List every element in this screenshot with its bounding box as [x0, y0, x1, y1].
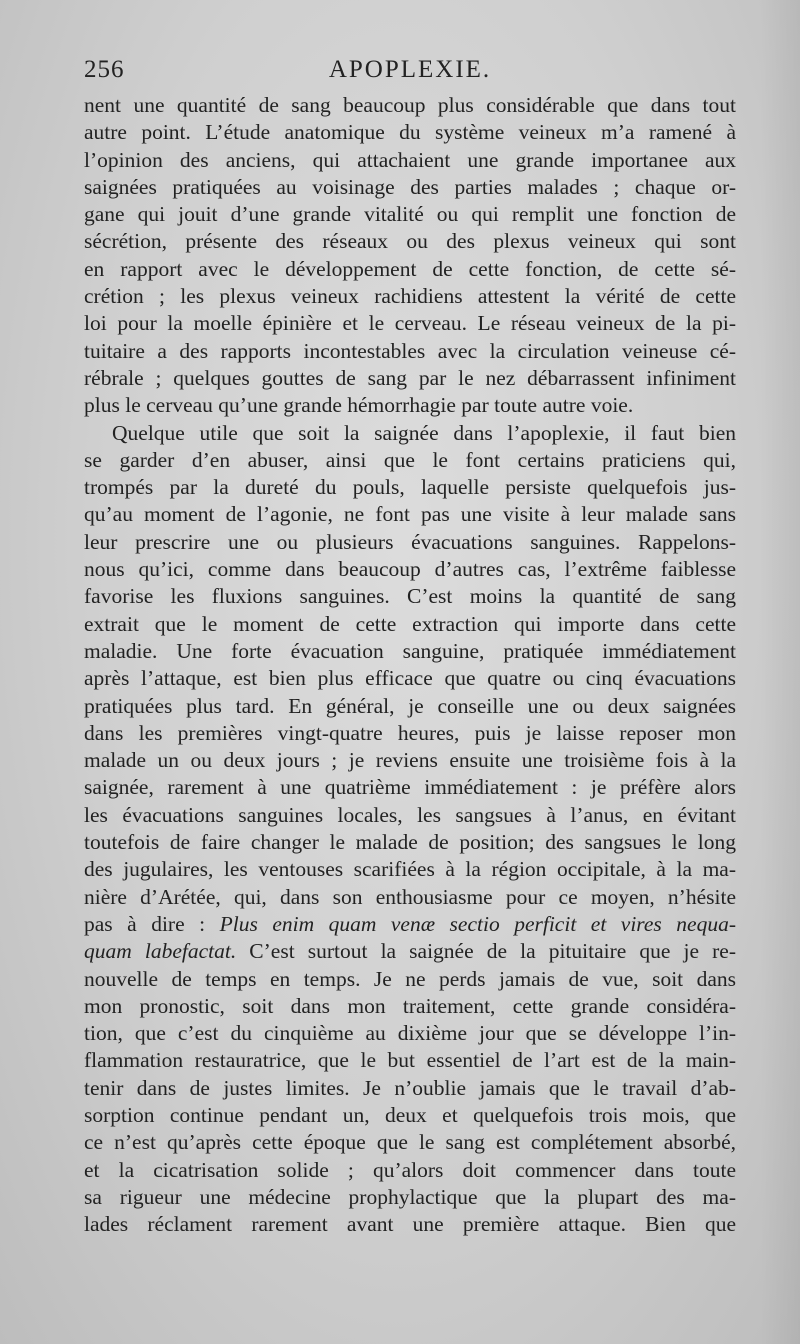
text-line: autre point. L’étude anatomique du système veineux m’a ramené à [84, 120, 736, 145]
text-line: saignée, rarement à une quatrième immédiatement : je préfère alors [84, 775, 736, 800]
latin-quotation-end: quam labefactat. [84, 939, 237, 964]
text-line: tenir dans de justes limites. Je n’oublie jamais que le travail d’ab- [84, 1075, 736, 1100]
body-text [84, 92, 736, 1238]
text-line: rébrale ; quelques gouttes de sang par le nez débarrassent infiniment [84, 365, 736, 390]
text-line: sécrétion, présente des réseaux ou des plexus veineux qui sont [84, 229, 736, 254]
text-line: lades réclament rarement avant une première attaque. Bien que [84, 1212, 736, 1237]
text-line: dans les premières vingt-quatre heures, puis je laisse reposer mon [84, 720, 736, 745]
text-line: ce n’est qu’après cette époque que le sang est complétement absorbé, [84, 1130, 736, 1155]
text-line: sorption continue pendant un, deux et quelquefois trois mois, que [84, 1102, 736, 1127]
text-line: gane qui jouit d’une grande vitalité ou qui remplit une fonction de [84, 202, 736, 227]
text-line: saignées pratiquées au voisinage des parties malades ; chaque or- [84, 174, 736, 199]
paragraph-start-line: Quelque utile que soit la saignée dans l’apoplexie, il faut bien [112, 420, 736, 445]
page-header [84, 52, 736, 92]
text-line: leur prescrire une ou plusieurs évacuations sanguines. Rappelons- [84, 529, 736, 554]
text-line: tuitaire a des rapports incontestables avec la circulation veineuse cé- [84, 338, 736, 363]
text-line: en rapport avec le développement de cette fonction, de cette sé- [84, 256, 736, 281]
text-line: malade un ou deux jours ; je reviens ensuite une troisième fois à la [84, 748, 736, 773]
text-line: tion, que c’est du cinquième au dixième jour que se développe l’in- [84, 1021, 736, 1046]
text-line: loi pour la moelle épinière et le cerveau. Le réseau veineux de la pi- [84, 311, 736, 336]
text-line: toutefois de faire changer le malade de position; des sangsues le long [84, 830, 736, 855]
text-line: flammation restauratrice, que le but essentiel de l’art est de la main- [84, 1048, 736, 1073]
text-line-with-latin-quote: quam labefactat. C’est surtout la saignée de la pituitaire que je re- [84, 939, 736, 964]
text-line: après l’attaque, est bien plus efficace que quatre ou cinq évacuations [84, 666, 736, 691]
page-number: 256 [84, 56, 125, 83]
text-line-with-latin-quote: pas à dire : Plus enim quam venæ sectio perficit et vires nequa- [84, 911, 736, 936]
paragraph-end-line: plus le cerveau qu’une grande hémorrhagie par toute autre voie. [84, 393, 634, 418]
text-line: des jugulaires, les ventouses scarifiées à la région occipitale, à la ma- [84, 857, 736, 882]
text-line: crétion ; les plexus veineux rachidiens attestent la vérité de cette [84, 284, 736, 309]
text-line: mon pronostic, soit dans mon traitement, cette grande considéra- [84, 993, 736, 1018]
text-line: l’opinion des anciens, qui attachaient une grande importanee aux [84, 147, 736, 172]
text-line: sa rigueur une médecine prophylactique que la plupart des ma- [84, 1184, 736, 1209]
text-line: pratiquées plus tard. En général, je conseille une ou deux saignées [84, 693, 736, 718]
text-line: nouvelle de temps en temps. Je ne perds jamais de vue, soit dans [84, 966, 736, 991]
text-line: trompés par la dureté du pouls, laquelle persiste quelquefois jus- [84, 475, 736, 500]
text-line: extrait que le moment de cette extraction qui importe dans cette [84, 611, 736, 636]
text-line: nière d’Arétée, qui, dans son enthousiasme pour ce moyen, n’hésite [84, 884, 736, 909]
text-line: nous qu’ici, comme dans beaucoup d’autres cas, l’extrême faiblesse [84, 557, 736, 582]
running-title: APOPLEXIE. [328, 56, 492, 83]
text-line: les évacuations sanguines locales, les sangsues à l’anus, en évitant [84, 802, 736, 827]
text-line: et la cicatrisation solide ; qu’alors doit commencer dans toute [84, 1157, 736, 1182]
text-line: nent une quantité de sang beaucoup plus considérable que dans tout [84, 93, 736, 117]
text-line: qu’au moment de l’agonie, ne font pas une visite à leur malade sans [84, 502, 736, 527]
text-line: favorise les fluxions sanguines. C’est moins la quantité de sang [84, 584, 736, 609]
text-line: maladie. Une forte évacuation sanguine, pratiquée immédiatement [84, 638, 736, 663]
latin-quotation: Plus enim quam venæ sectio perficit et vires nequa- [219, 911, 736, 936]
text-line: se garder d’en abuser, ainsi que le font certains praticiens qui, [84, 447, 736, 472]
